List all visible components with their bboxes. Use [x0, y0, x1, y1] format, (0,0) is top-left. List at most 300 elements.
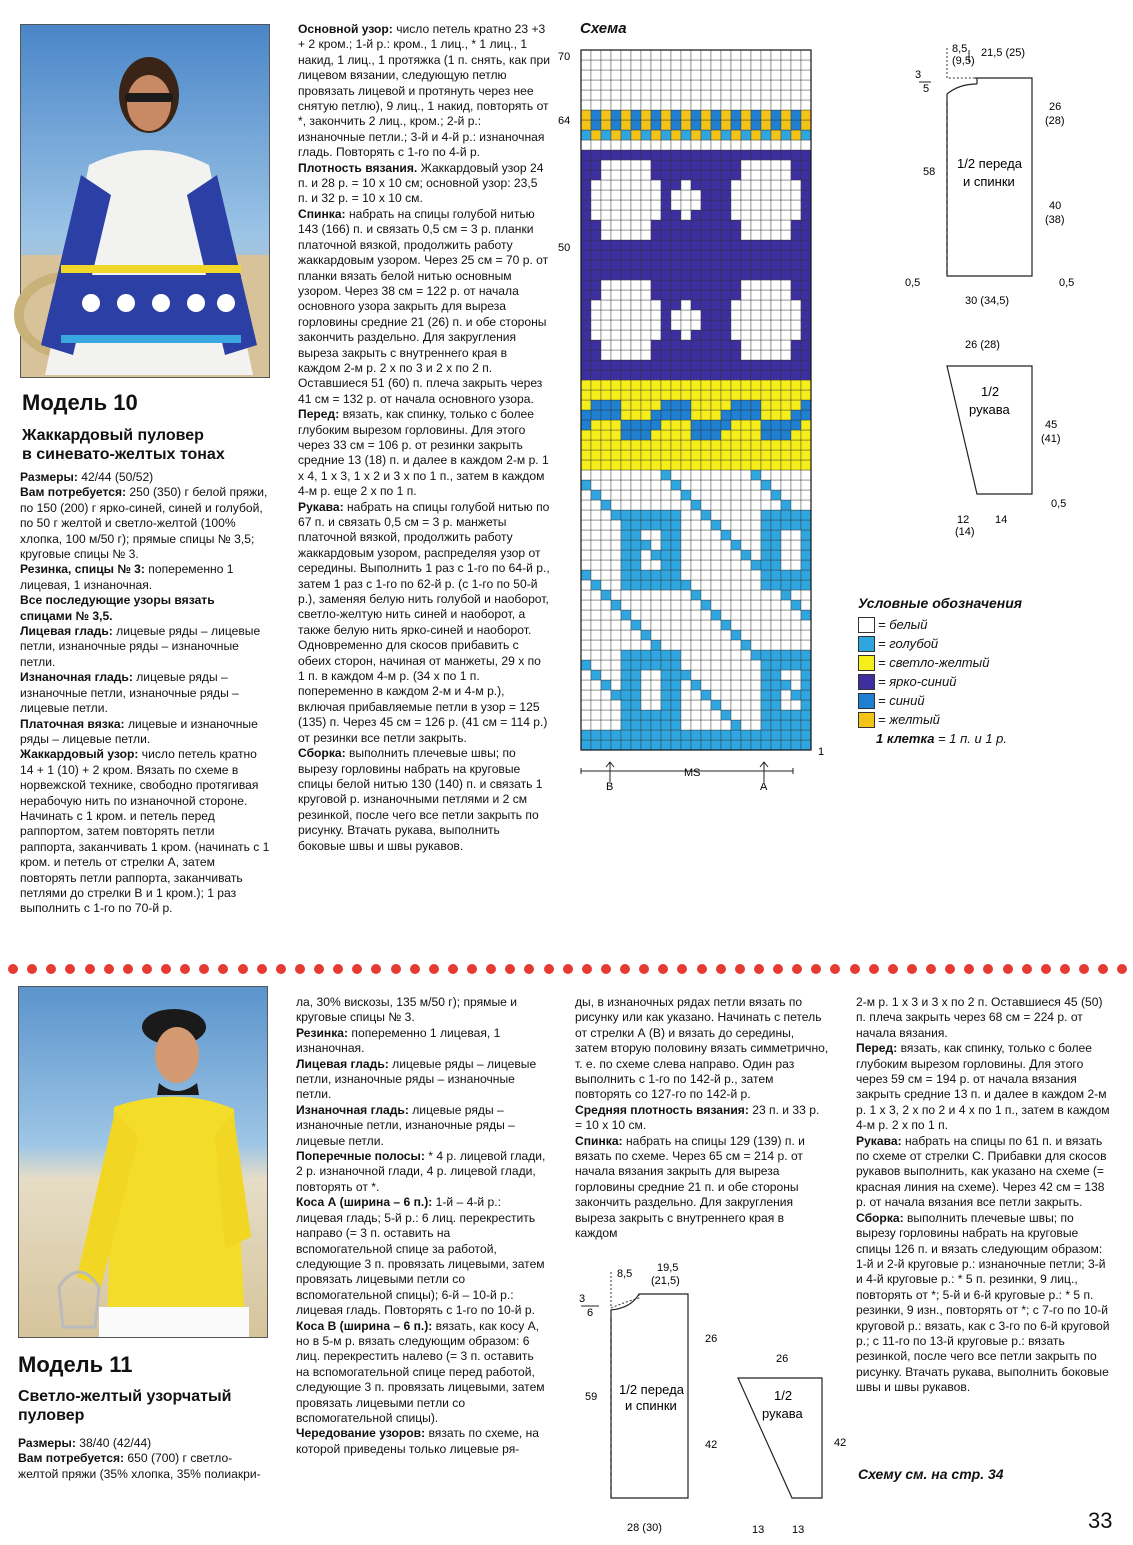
chart-cell: [801, 140, 811, 150]
chart-cell: [691, 540, 701, 550]
chart-cell: [691, 50, 701, 60]
chart-cell: [631, 650, 641, 660]
chart-cell: [751, 600, 761, 610]
chart-cell: [671, 640, 681, 650]
chart-cell: [721, 240, 731, 250]
chart-cell: [591, 350, 601, 360]
chart-cell: [631, 560, 641, 570]
chart-cell: [581, 710, 591, 720]
chart-cell: [661, 220, 671, 230]
chart-cell: [661, 370, 671, 380]
chart-cell: [761, 220, 771, 230]
chart-cell: [741, 230, 751, 240]
paragraph-heading: Размеры:: [18, 1436, 76, 1450]
chart-cell: [651, 710, 661, 720]
chart-cell: [621, 510, 631, 520]
chart-cell: [751, 170, 761, 180]
chart-cell: [721, 480, 731, 490]
chart-cell: [611, 290, 621, 300]
chart-cell: [681, 660, 691, 670]
chart-cell: [621, 170, 631, 180]
chart-cell: [701, 640, 711, 650]
paragraph-text: 2-м р. 1 х 3 и 3 х по 2 п. Оставшиеся 45 (50) п. плеча закрыть через 68 см = 224 р. от начала вязания.: [856, 995, 1103, 1040]
chart-cell: [671, 180, 681, 190]
divider-dot: [123, 964, 133, 974]
body11-top-a: 8,5: [617, 1268, 633, 1280]
paragraph-text: 250 (350) г белой пряжи, по 150 (200) г ярко-синей, синей и голубой, по 50 г желтой и светло-желтой (100% хлопка, 100 м/50 г); прямые спицы № 3,5; круговые спицы № 3.: [20, 485, 268, 562]
divider-dot: [754, 964, 764, 974]
chart-cell: [581, 640, 591, 650]
chart-cell: [701, 660, 711, 670]
chart-cell: [801, 670, 811, 680]
chart-cell: [651, 610, 661, 620]
chart-cell: [791, 680, 801, 690]
chart-cell: [601, 230, 611, 240]
chart-cell: [681, 260, 691, 270]
chart-cell: [631, 290, 641, 300]
chart-cell: [791, 630, 801, 640]
chart-cell: [581, 340, 591, 350]
chart-cell: [791, 540, 801, 550]
chart-cell: [631, 580, 641, 590]
paragraph: [298, 500, 550, 747]
chart-cell: [661, 110, 671, 120]
chart-cell: [741, 370, 751, 380]
divider-dot: [46, 964, 56, 974]
chart-cell: [801, 210, 811, 220]
chart-cell: [781, 410, 791, 420]
chart-cell: [761, 230, 771, 240]
chart-cell: [801, 570, 811, 580]
chart-cell: [621, 570, 631, 580]
chart-cell: [691, 590, 701, 600]
chart-cell: [621, 530, 631, 540]
chart-cell: [611, 250, 621, 260]
divider-dot: [27, 964, 37, 974]
chart-cell: [581, 230, 591, 240]
chart-cell: [741, 600, 751, 610]
chart-cell: [651, 580, 661, 590]
chart-cell: [781, 330, 791, 340]
chart-cell: [711, 270, 721, 280]
model11-body-pattern: [575, 1258, 718, 1538]
chart-cell: [581, 80, 591, 90]
chart-cell: [601, 280, 611, 290]
chart-cell: [651, 160, 661, 170]
paragraph: [20, 562, 270, 593]
chart-cell: [721, 160, 731, 170]
chart-cell: [691, 270, 701, 280]
chart-cell: [781, 50, 791, 60]
paragraph-heading: Основной узор:: [298, 22, 393, 36]
chart-cell: [671, 400, 681, 410]
chart-cell: [581, 130, 591, 140]
chart-cell: [721, 530, 731, 540]
chart-cell: [641, 450, 651, 460]
chart-cell: [671, 610, 681, 620]
chart-cell: [621, 430, 631, 440]
chart-cell: [621, 250, 631, 260]
chart-cell: [761, 190, 771, 200]
chart-cell: [721, 330, 731, 340]
chart-cell: [601, 510, 611, 520]
dotted-divider: [8, 964, 1128, 978]
chart-cell: [761, 560, 771, 570]
legend-swatch: [858, 674, 875, 690]
chart-cell: [801, 700, 811, 710]
chart-cell: [771, 710, 781, 720]
chart-cell: [761, 580, 771, 590]
chart-cell: [711, 520, 721, 530]
body10-bottom: 30 (34,5): [965, 295, 1010, 307]
chart-cell: [591, 450, 601, 460]
chart-cell: [801, 100, 811, 110]
chart-cell: [801, 470, 811, 480]
chart-cell: [691, 150, 701, 160]
chart-cell: [781, 570, 791, 580]
chart-cell: [671, 310, 681, 320]
chart-cell: [671, 570, 681, 580]
paragraph-text: лицевые ряды – изнаночные петли, изнаночные ряды – лицевые петли.: [20, 670, 239, 716]
chart-cell: [651, 280, 661, 290]
chart-cell: [581, 160, 591, 170]
chart-cell: [771, 610, 781, 620]
chart-cell: [611, 600, 621, 610]
chart-cell: [791, 120, 801, 130]
chart-cell: [781, 690, 791, 700]
paragraph-text: набрать на спицы 129 (139) п. и вязать по схеме. Через 65 см = 214 р. от начала вязания закрыть для выреза горловины средние 21 п. и обе стороны закончить раздельно. Для закругления выреза закрыть с внутреннего края в каждом: [575, 1133, 805, 1241]
chart-cell: [731, 100, 741, 110]
chart-cell: [641, 170, 651, 180]
chart-cell: [601, 390, 611, 400]
chart-cell: [761, 260, 771, 270]
chart-cell: [781, 600, 791, 610]
chart-cell: [801, 310, 811, 320]
chart-cell: [761, 630, 771, 640]
chart-cell: [581, 390, 591, 400]
chart-cell: [711, 550, 721, 560]
divider-dot: [8, 964, 18, 974]
chart-cell: [721, 350, 731, 360]
chart-cell: [621, 90, 631, 100]
chart-cell: [691, 390, 701, 400]
chart-cell: [771, 280, 781, 290]
chart-cell: [751, 540, 761, 550]
chart-cell: [581, 110, 591, 120]
chart-cell: [581, 50, 591, 60]
chart-cell: [791, 430, 801, 440]
chart-cell: [781, 220, 791, 230]
chart-cell: [651, 100, 661, 110]
chart-cell: [751, 410, 761, 420]
chart-cell: [591, 500, 601, 510]
chart-cell: [791, 300, 801, 310]
chart-cell: [721, 120, 731, 130]
model10-photo: [20, 24, 270, 378]
chart-cell: [751, 610, 761, 620]
chart-cell: [731, 510, 741, 520]
chart-cell: [631, 370, 641, 380]
chart-cell: [581, 540, 591, 550]
legend-swatch: [858, 617, 875, 633]
chart-cell: [761, 440, 771, 450]
chart-cell: [601, 740, 611, 750]
chart-cell: [691, 480, 701, 490]
chart-cell: [611, 340, 621, 350]
chart-cell: [791, 260, 801, 270]
chart-cell: [621, 300, 631, 310]
chart-cell: [681, 640, 691, 650]
chart-cell: [721, 490, 731, 500]
chart-cell: [621, 160, 631, 170]
chart-cell: [631, 550, 641, 560]
chart-cell: [731, 280, 741, 290]
chart-cell: [631, 630, 641, 640]
model10-photo-illustration: [21, 25, 269, 377]
chart-cell: [591, 470, 601, 480]
chart-cell: [761, 120, 771, 130]
legend-note: [858, 731, 1022, 746]
chart-cell: [781, 80, 791, 90]
chart-cell: [701, 260, 711, 270]
chart-cell: [611, 420, 621, 430]
chart-cell: [671, 710, 681, 720]
body11-top-b: 19,5: [657, 1262, 679, 1274]
chart-cell: [701, 610, 711, 620]
chart-cell: [581, 460, 591, 470]
chart-cell: [791, 640, 801, 650]
paragraph-text: число петель кратно 14 + 1 (10) + 2 кром. Вязать по схеме в норвежской технике, свободно протягивая нерабочую нить по изнаночной стороне. Начинать с 1 кром. и петель перед раппортом, затем повторять петли раппорта, заканчивать 1 кром. (начинать с 1 кром. и петель от стрелки А, затем повторять петли раппорта, заканчивать петлями до стрелки В и 1 кром.); 1 раз выполнить с 1-го по 70-й р.: [20, 747, 270, 916]
chart-cell: [661, 260, 671, 270]
chart-cell: [801, 180, 811, 190]
paragraph-text: набрать на спицы голубой нитью по 67 п. и связать 0,5 см = 3 р. манжеты платочной вязкой, продолжить работу жаккардовым узором, распределяя узор от середины. Выполнить 1 раз с 1-го по 64-й р., затем 1 раз с 1-го по 62-й р. (с 1-го по 50-й р.), заменяя белую нить голубой и наоборот, светло-желтую нить синей и наоборот, а также белую нить ярко-синей и наоборот. Одновременно для скосов прибавить с обеих сторон, начиная от манжеты, 29 х по 1 п. в каждом 4-м р. (34 х по 1 п. попеременно в каждом 2-м и 4-м р.), включая прибавляемые петли в узор = 125 (135) п. Через 45 см = 126 р. (41 см = 114 р.) от резинки все петли закрыть.: [298, 499, 550, 745]
chart-cell: [591, 630, 601, 640]
legend-swatch: [858, 636, 875, 652]
chart-cell: [771, 180, 781, 190]
chart-cell: [691, 600, 701, 610]
paragraph-heading: Перед:: [856, 1041, 898, 1056]
chart-cell: [591, 120, 601, 130]
chart-cell: [801, 610, 811, 620]
chart-cell: [651, 460, 661, 470]
chart-cell: [721, 220, 731, 230]
paragraph-heading: Спинка:: [575, 1133, 623, 1148]
chart-cell: [681, 670, 691, 680]
chart-cell: [651, 310, 661, 320]
chart-cell: [611, 470, 621, 480]
chart-cell: [711, 280, 721, 290]
chart-cell: [621, 370, 631, 380]
chart-cell: [751, 620, 761, 630]
chart-cell: [611, 180, 621, 190]
chart-cell: [651, 300, 661, 310]
chart-cell: [641, 550, 651, 560]
chart-cell: [601, 410, 611, 420]
chart-cell: [591, 370, 601, 380]
chart-cell: [611, 570, 621, 580]
chart-cell: [721, 730, 731, 740]
chart-cell: [731, 530, 741, 540]
chart-cell: [721, 280, 731, 290]
chart-cell: [711, 170, 721, 180]
chart-cell: [671, 430, 681, 440]
paragraph-heading: Лицевая гладь:: [296, 1056, 389, 1071]
chart-cell: [801, 240, 811, 250]
chart-cell: [751, 560, 761, 570]
chart-cell: [751, 420, 761, 430]
chart-cell: [701, 480, 711, 490]
chart-cell: [591, 690, 601, 700]
chart-cell: [671, 540, 681, 550]
chart-cell: [741, 300, 751, 310]
chart-cell: [651, 450, 661, 460]
chart-cell: [641, 250, 651, 260]
chart-cell: [721, 370, 731, 380]
chart-cell: [691, 630, 701, 640]
chart-cell: [661, 520, 671, 530]
chart-cell: [751, 120, 761, 130]
chart-cell: [621, 130, 631, 140]
paragraph-text: набрать на спицы по 61 п. и вязать по схеме от стрелки С. Прибавки для скосов рукавов выполнить, как указано на схеме (= красная линия на схеме). Через 42 см = 138 р. от начала вязания все петли закрыть.: [856, 1133, 1107, 1210]
legend-label: = светло-желтый: [878, 655, 990, 670]
chart-cell: [731, 110, 741, 120]
chart-cell: [631, 450, 641, 460]
chart-cell: [721, 690, 731, 700]
chart-cell: [731, 730, 741, 740]
chart-cell: [631, 380, 641, 390]
chart-cell: [791, 180, 801, 190]
chart-cell: [741, 500, 751, 510]
chart-cell: [601, 670, 611, 680]
chart-cell: [701, 380, 711, 390]
chart-cell: [791, 700, 801, 710]
chart-cell: [691, 430, 701, 440]
chart-cell: [611, 640, 621, 650]
chart-cell: [781, 180, 791, 190]
chart-cell: [741, 350, 751, 360]
body10-neck-b: 5: [923, 83, 930, 95]
chart-cell: [731, 580, 741, 590]
chart-cell: [591, 190, 601, 200]
model10-title: Модель 10: [22, 390, 138, 415]
chart-cell: [671, 270, 681, 280]
chart-cell: [711, 490, 721, 500]
chart-cell: [581, 260, 591, 270]
chart-cell: [681, 370, 691, 380]
chart-cell: [621, 520, 631, 530]
chart-cell: [771, 600, 781, 610]
chart-cell: [631, 410, 641, 420]
chart-cell: [761, 360, 771, 370]
chart-cell: [701, 590, 711, 600]
chart-cell: [641, 100, 651, 110]
chart-cell: [661, 610, 671, 620]
chart-cell: [771, 730, 781, 740]
paragraph: [575, 1134, 829, 1242]
chart-cell: [601, 610, 611, 620]
chart-cell: [731, 260, 741, 270]
chart-cell: [651, 520, 661, 530]
chart-cell: [711, 700, 721, 710]
chart-cell: [771, 450, 781, 460]
chart-cell: [741, 60, 751, 70]
chart-cell: [761, 100, 771, 110]
chart-cell: [741, 50, 751, 60]
divider-dot: [544, 964, 554, 974]
chart-cell: [711, 410, 721, 420]
chart-cell: [621, 650, 631, 660]
chart-cell: [691, 620, 701, 630]
chart-cell: [791, 140, 801, 150]
legend-label: = ярко-синий: [878, 674, 957, 689]
chart-cell: [621, 180, 631, 190]
chart-cell: [591, 590, 601, 600]
chart-cell: [681, 220, 691, 230]
chart-cell: [591, 390, 601, 400]
chart-cell: [761, 160, 771, 170]
paragraph: [296, 1026, 548, 1057]
chart-cell: [701, 400, 711, 410]
chart-cell: [611, 590, 621, 600]
chart-cell: [721, 700, 731, 710]
chart-cell: [671, 100, 681, 110]
chart-cell: [801, 220, 811, 230]
chart-cell: [761, 210, 771, 220]
chart-cell: [691, 720, 701, 730]
chart-cell: [601, 430, 611, 440]
chart-cell: [591, 670, 601, 680]
chart-cell: [611, 670, 621, 680]
chart-cell: [791, 230, 801, 240]
chart-cell: [711, 440, 721, 450]
chart-cell: [681, 700, 691, 710]
chart-cell: [611, 100, 621, 110]
chart-cell: [751, 390, 761, 400]
chart-cell: [671, 60, 681, 70]
paragraph: [20, 470, 270, 485]
divider-dot: [467, 964, 477, 974]
chart-cell: [581, 480, 591, 490]
chart-cell: [631, 690, 641, 700]
chart-cell: [711, 200, 721, 210]
chart-cell: [621, 480, 631, 490]
chart-cell: [721, 140, 731, 150]
chart-cell: [611, 610, 621, 620]
paragraph-heading: Средняя плотность вязания:: [575, 1102, 749, 1117]
chart-cell: [701, 450, 711, 460]
paragraph-heading: Чередование узоров:: [296, 1426, 426, 1441]
chart-cell: [731, 150, 741, 160]
chart-cell: [661, 530, 671, 540]
chart-cell: [691, 610, 701, 620]
chart-cell: [721, 360, 731, 370]
chart-cell: [661, 170, 671, 180]
chart-cell: [611, 480, 621, 490]
chart-cell: [781, 660, 791, 670]
chart-cell: [621, 710, 631, 720]
chart-cell: [761, 550, 771, 560]
chart-cell: [671, 600, 681, 610]
chart-cell: [801, 270, 811, 280]
body10-right-top: 26: [1049, 101, 1062, 113]
paragraph-text: Жаккардовый узор 24 п. и 28 р. = 10 х 10 см; основной узор: 23,5 п. и 32 р. = 10 х 10 см.: [298, 160, 544, 206]
divider-dot: [1041, 964, 1051, 974]
chart-cell: [651, 340, 661, 350]
chart-cell: [781, 340, 791, 350]
chart-cell: [651, 540, 661, 550]
chart-cell: [781, 430, 791, 440]
chart-cell: [671, 440, 681, 450]
